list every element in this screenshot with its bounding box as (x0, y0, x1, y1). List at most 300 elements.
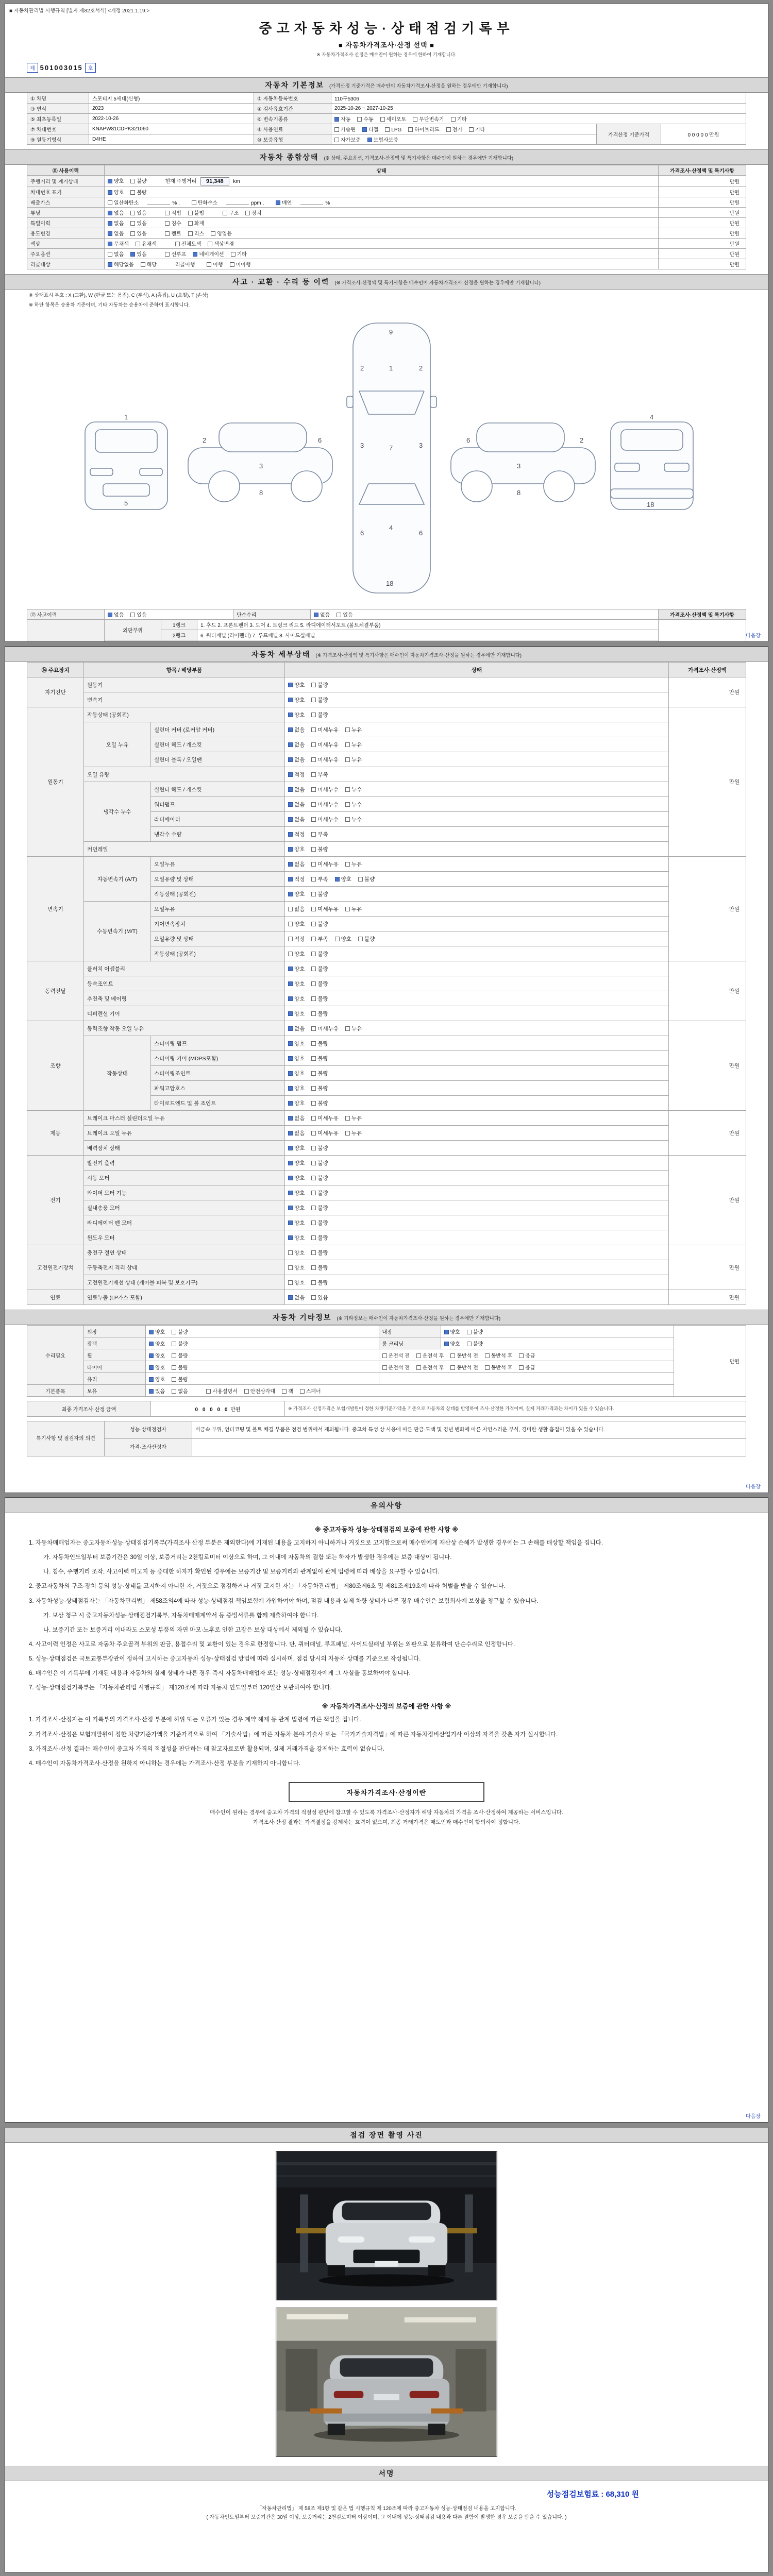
checkbox[interactable] (288, 698, 293, 702)
checkbox-option[interactable] (288, 1174, 305, 1182)
checkbox[interactable] (311, 1161, 316, 1165)
checkbox[interactable] (311, 802, 316, 807)
checkbox[interactable] (288, 1086, 293, 1091)
checkbox[interactable] (288, 1265, 293, 1270)
checkbox-option[interactable] (108, 219, 124, 227)
checkbox-option[interactable] (345, 905, 362, 913)
checkbox-option[interactable] (311, 965, 328, 973)
checkbox-option[interactable] (288, 711, 305, 719)
checkbox[interactable] (311, 1101, 316, 1106)
checkbox-option[interactable] (311, 935, 328, 943)
checkbox[interactable] (380, 117, 385, 122)
checkbox-option[interactable] (288, 980, 305, 988)
checkbox[interactable] (311, 832, 316, 837)
checkbox[interactable] (108, 221, 112, 226)
checkbox[interactable] (345, 742, 350, 747)
checkbox-option[interactable] (311, 950, 328, 958)
checkbox-option[interactable] (231, 250, 247, 258)
checkbox-option[interactable] (345, 801, 362, 808)
checkbox[interactable] (288, 1235, 293, 1240)
checkbox[interactable] (288, 772, 293, 777)
checkbox[interactable] (311, 1086, 316, 1091)
checkbox-option[interactable] (311, 1294, 328, 1301)
checkbox-option[interactable] (311, 995, 328, 1003)
checkbox-option[interactable] (206, 1387, 237, 1395)
checkbox[interactable] (192, 200, 196, 205)
checkbox[interactable] (288, 877, 293, 882)
checkbox-option[interactable] (311, 1114, 339, 1122)
checkbox-option[interactable] (416, 1351, 444, 1359)
checkbox-option[interactable] (288, 935, 305, 943)
checkbox[interactable] (382, 1365, 387, 1370)
checkbox[interactable] (519, 1365, 524, 1370)
checkbox-option[interactable] (208, 240, 234, 247)
checkbox-option[interactable] (416, 1363, 444, 1371)
checkbox-option[interactable] (288, 1099, 305, 1107)
checkbox-option[interactable] (282, 1387, 293, 1395)
checkbox-option[interactable] (311, 756, 339, 764)
checkbox[interactable] (300, 1389, 305, 1394)
checkbox[interactable] (207, 262, 211, 267)
checkbox[interactable] (288, 1041, 293, 1046)
checkbox-option[interactable] (519, 1351, 535, 1359)
checkbox-option[interactable] (357, 115, 373, 123)
checkbox-option[interactable] (311, 1040, 328, 1047)
checkbox[interactable] (130, 190, 135, 195)
checkbox-option[interactable] (223, 209, 239, 216)
checkbox-option[interactable] (172, 1363, 188, 1371)
checkbox-option[interactable] (358, 875, 375, 883)
checkbox-option[interactable] (311, 1025, 339, 1032)
checkbox-option[interactable] (288, 1249, 305, 1257)
checkbox[interactable] (446, 127, 451, 132)
checkbox-option[interactable] (311, 816, 339, 823)
checkbox-option[interactable] (311, 1099, 328, 1107)
checkbox-option[interactable] (288, 860, 305, 868)
checkbox[interactable] (288, 1101, 293, 1106)
checkbox[interactable] (467, 1342, 472, 1346)
checkbox-option[interactable] (337, 611, 352, 618)
checkbox[interactable] (288, 892, 293, 896)
checkbox-option[interactable] (469, 125, 485, 133)
checkbox[interactable] (288, 683, 293, 687)
checkbox-option[interactable] (288, 1114, 305, 1122)
checkbox[interactable] (130, 252, 135, 257)
checkbox[interactable] (413, 117, 417, 122)
checkbox[interactable] (149, 1377, 154, 1382)
checkbox[interactable] (337, 613, 341, 617)
checkbox[interactable] (469, 127, 474, 132)
checkbox[interactable] (311, 1056, 316, 1061)
checkbox[interactable] (288, 817, 293, 822)
checkbox[interactable] (288, 967, 293, 971)
checkbox-option[interactable] (288, 1070, 305, 1077)
checkbox[interactable] (108, 190, 112, 195)
checkbox[interactable] (311, 847, 316, 852)
checkbox[interactable] (165, 252, 170, 257)
checkbox[interactable] (165, 211, 170, 215)
checkbox-option[interactable] (288, 1264, 305, 1272)
checkbox-option[interactable] (467, 1340, 483, 1347)
checkbox[interactable] (345, 1116, 350, 1121)
checkbox[interactable] (231, 252, 236, 257)
checkbox-option[interactable] (288, 801, 305, 808)
checkbox[interactable] (444, 1330, 449, 1334)
checkbox[interactable] (288, 981, 293, 986)
checkbox-option[interactable] (172, 1375, 188, 1383)
checkbox[interactable] (288, 1161, 293, 1165)
checkbox[interactable] (288, 952, 293, 956)
checkbox[interactable] (314, 613, 318, 617)
checkbox[interactable] (188, 221, 193, 226)
checkbox-option[interactable] (311, 920, 328, 928)
checkbox-option[interactable] (288, 741, 305, 749)
checkbox[interactable] (345, 727, 350, 732)
checkbox-option[interactable] (311, 1174, 328, 1182)
checkbox[interactable] (288, 1131, 293, 1136)
checkbox-option[interactable] (288, 816, 305, 823)
checkbox-option[interactable] (345, 726, 362, 734)
checkbox[interactable] (108, 613, 112, 617)
checkbox[interactable] (311, 757, 316, 762)
checkbox[interactable] (311, 787, 316, 792)
checkbox-option[interactable] (130, 219, 146, 227)
checkbox[interactable] (288, 1026, 293, 1031)
checkbox[interactable] (288, 1146, 293, 1150)
checkbox-option[interactable] (172, 1387, 188, 1395)
checkbox[interactable] (345, 817, 350, 822)
checkbox[interactable] (288, 907, 293, 911)
checkbox-option[interactable] (108, 198, 139, 206)
checkbox-option[interactable] (380, 115, 407, 123)
checkbox[interactable] (172, 1389, 176, 1394)
checkbox-option[interactable] (172, 1328, 188, 1335)
checkbox[interactable] (311, 772, 316, 777)
checkbox-option[interactable] (314, 611, 330, 618)
checkbox[interactable] (136, 242, 140, 246)
checkbox[interactable] (311, 683, 316, 687)
checkbox-option[interactable] (311, 801, 339, 808)
checkbox[interactable] (467, 1330, 472, 1334)
checkbox-option[interactable] (408, 125, 439, 133)
checkbox-option[interactable] (193, 250, 224, 258)
checkbox-option[interactable] (245, 209, 261, 216)
checkbox[interactable] (311, 996, 316, 1001)
checkbox[interactable] (311, 1071, 316, 1076)
checkbox[interactable] (358, 877, 363, 882)
checkbox-option[interactable] (451, 115, 467, 123)
checkbox[interactable] (130, 221, 135, 226)
checkbox-option[interactable] (444, 1340, 460, 1347)
checkbox[interactable] (345, 787, 350, 792)
checkbox[interactable] (311, 742, 316, 747)
checkbox[interactable] (311, 892, 316, 896)
checkbox-option[interactable] (311, 1189, 328, 1197)
checkbox[interactable] (211, 231, 215, 236)
checkbox[interactable] (193, 252, 197, 257)
checkbox-option[interactable] (288, 845, 305, 853)
checkbox[interactable] (345, 1026, 350, 1031)
checkbox-option[interactable] (288, 771, 305, 778)
checkbox-option[interactable] (311, 1204, 328, 1212)
checkbox[interactable] (311, 1206, 316, 1210)
checkbox[interactable] (130, 231, 135, 236)
next-page-link[interactable]: 다음장 (746, 1484, 761, 1490)
checkbox[interactable] (358, 937, 363, 941)
checkbox-option[interactable] (141, 260, 157, 268)
checkbox-option[interactable] (485, 1351, 512, 1359)
checkbox-option[interactable] (450, 1363, 478, 1371)
checkbox-option[interactable] (345, 860, 362, 868)
checkbox[interactable] (288, 1176, 293, 1180)
checkbox-option[interactable] (288, 1040, 305, 1047)
checkbox[interactable] (149, 1389, 154, 1394)
checkbox-option[interactable] (311, 1129, 339, 1137)
checkbox-option[interactable] (385, 127, 401, 133)
checkbox-option[interactable] (311, 1084, 328, 1092)
checkbox-option[interactable] (382, 1363, 410, 1371)
checkbox-option[interactable] (288, 831, 305, 838)
checkbox[interactable] (188, 211, 193, 215)
checkbox[interactable] (385, 127, 390, 132)
checkbox[interactable] (416, 1365, 421, 1370)
checkbox[interactable] (288, 787, 293, 792)
checkbox-option[interactable] (149, 1387, 165, 1395)
checkbox[interactable] (108, 179, 112, 183)
checkbox-option[interactable] (192, 198, 218, 206)
checkbox-option[interactable] (165, 219, 181, 227)
checkbox-option[interactable] (413, 115, 444, 123)
checkbox-option[interactable] (288, 681, 305, 689)
checkbox[interactable] (130, 211, 135, 215)
checkbox-option[interactable] (288, 965, 305, 973)
checkbox[interactable] (345, 802, 350, 807)
checkbox-option[interactable] (311, 1010, 328, 1018)
checkbox-option[interactable] (288, 905, 305, 913)
checkbox-option[interactable] (130, 177, 146, 184)
checkbox-option[interactable] (130, 188, 146, 196)
checkbox-option[interactable] (467, 1328, 483, 1335)
checkbox-option[interactable] (288, 1204, 305, 1212)
checkbox[interactable] (282, 1389, 287, 1394)
checkbox-option[interactable] (311, 1234, 328, 1242)
checkbox-option[interactable] (311, 845, 328, 853)
checkbox-option[interactable] (149, 1340, 165, 1347)
checkbox[interactable] (288, 1221, 293, 1225)
checkbox[interactable] (334, 138, 339, 142)
checkbox[interactable] (172, 1342, 176, 1346)
checkbox[interactable] (334, 117, 339, 122)
checkbox-option[interactable] (108, 209, 124, 216)
checkbox-option[interactable] (311, 1279, 328, 1286)
checkbox-option[interactable] (230, 260, 251, 268)
checkbox-option[interactable] (288, 1025, 305, 1032)
checkbox[interactable] (141, 262, 145, 267)
checkbox-option[interactable] (311, 1055, 328, 1062)
checkbox[interactable] (311, 1146, 316, 1150)
checkbox-option[interactable] (311, 711, 328, 719)
checkbox-option[interactable] (165, 250, 186, 258)
checkbox-option[interactable] (311, 696, 328, 704)
checkbox-option[interactable] (108, 177, 124, 184)
checkbox-option[interactable] (165, 209, 181, 216)
checkbox-option[interactable] (519, 1363, 535, 1371)
checkbox-option[interactable] (288, 875, 305, 883)
checkbox[interactable] (335, 877, 340, 882)
checkbox-option[interactable] (108, 611, 124, 618)
checkbox[interactable] (519, 1353, 524, 1358)
checkbox-option[interactable] (334, 115, 350, 123)
checkbox[interactable] (311, 862, 316, 867)
checkbox-option[interactable] (108, 240, 129, 247)
checkbox-option[interactable] (311, 1144, 328, 1152)
checkbox[interactable] (149, 1330, 154, 1334)
checkbox-option[interactable] (149, 1328, 165, 1335)
checkbox[interactable] (288, 996, 293, 1001)
checkbox-option[interactable] (288, 1084, 305, 1092)
checkbox-option[interactable] (485, 1363, 512, 1371)
checkbox[interactable] (311, 967, 316, 971)
checkbox-option[interactable] (130, 229, 146, 237)
checkbox-option[interactable] (311, 905, 339, 913)
checkbox-option[interactable] (335, 875, 351, 883)
checkbox-option[interactable] (450, 1351, 478, 1359)
checkbox[interactable] (311, 1026, 316, 1031)
checkbox[interactable] (276, 200, 280, 205)
checkbox-option[interactable] (345, 1114, 362, 1122)
checkbox-option[interactable] (311, 1249, 328, 1257)
checkbox-option[interactable] (288, 1234, 305, 1242)
checkbox-option[interactable] (288, 950, 305, 958)
checkbox-option[interactable] (211, 229, 232, 237)
checkbox[interactable] (288, 1116, 293, 1121)
checkbox-option[interactable] (288, 1219, 305, 1227)
checkbox[interactable] (175, 242, 180, 246)
checkbox-option[interactable] (130, 209, 146, 216)
checkbox[interactable] (311, 907, 316, 911)
checkbox[interactable] (450, 1365, 455, 1370)
checkbox[interactable] (288, 1056, 293, 1061)
checkbox-option[interactable] (288, 1159, 305, 1167)
checkbox-option[interactable] (446, 125, 462, 133)
checkbox[interactable] (345, 862, 350, 867)
checkbox[interactable] (311, 713, 316, 717)
checkbox[interactable] (311, 727, 316, 732)
checkbox-option[interactable] (288, 1189, 305, 1197)
checkbox[interactable] (288, 742, 293, 747)
checkbox-option[interactable] (175, 240, 201, 247)
checkbox-option[interactable] (362, 125, 378, 133)
checkbox[interactable] (311, 1265, 316, 1270)
checkbox[interactable] (288, 937, 293, 941)
checkbox[interactable] (311, 922, 316, 926)
checkbox-option[interactable] (288, 1129, 305, 1137)
next-page-link[interactable]: 다음장 (746, 2114, 761, 2120)
checkbox[interactable] (311, 1176, 316, 1180)
checkbox[interactable] (208, 242, 212, 246)
checkbox[interactable] (288, 862, 293, 867)
checkbox-option[interactable] (288, 1055, 305, 1062)
checkbox-option[interactable] (311, 831, 328, 838)
checkbox[interactable] (288, 727, 293, 732)
checkbox-option[interactable] (311, 980, 328, 988)
checkbox[interactable] (188, 231, 193, 236)
checkbox[interactable] (149, 1342, 154, 1346)
checkbox[interactable] (223, 211, 227, 215)
checkbox-option[interactable] (311, 1264, 328, 1272)
checkbox[interactable] (288, 922, 293, 926)
next-page-link[interactable]: 다음장 (746, 633, 761, 639)
checkbox[interactable] (288, 847, 293, 852)
checkbox[interactable] (357, 117, 362, 122)
checkbox[interactable] (108, 211, 112, 215)
checkbox[interactable] (311, 1131, 316, 1136)
checkbox[interactable] (130, 613, 135, 617)
checkbox-option[interactable] (288, 786, 305, 793)
checkbox[interactable] (485, 1365, 490, 1370)
checkbox-option[interactable] (288, 920, 305, 928)
checkbox-option[interactable] (108, 188, 124, 196)
checkbox-option[interactable] (335, 935, 351, 943)
checkbox-option[interactable] (358, 935, 375, 943)
checkbox-option[interactable] (311, 786, 339, 793)
checkbox[interactable] (288, 757, 293, 762)
checkbox[interactable] (408, 127, 413, 132)
checkbox-option[interactable] (311, 741, 339, 749)
checkbox-option[interactable] (276, 198, 292, 206)
checkbox[interactable] (311, 1280, 316, 1285)
checkbox[interactable] (172, 1330, 176, 1334)
checkbox-option[interactable] (345, 1025, 362, 1032)
checkbox-option[interactable] (288, 1010, 305, 1018)
checkbox-option[interactable] (288, 1279, 305, 1286)
checkbox-option[interactable] (172, 1340, 188, 1347)
checkbox[interactable] (311, 1235, 316, 1240)
checkbox-option[interactable] (334, 135, 361, 143)
checkbox-option[interactable] (288, 696, 305, 704)
checkbox[interactable] (345, 1131, 350, 1136)
checkbox-option[interactable] (345, 786, 362, 793)
checkbox-option[interactable] (108, 229, 124, 237)
checkbox-option[interactable] (288, 995, 305, 1003)
checkbox[interactable] (288, 802, 293, 807)
checkbox[interactable] (206, 1389, 211, 1394)
checkbox[interactable] (108, 231, 112, 236)
checkbox-option[interactable] (311, 860, 339, 868)
checkbox-option[interactable] (345, 741, 362, 749)
checkbox[interactable] (311, 698, 316, 702)
checkbox[interactable] (172, 1353, 176, 1358)
checkbox[interactable] (311, 817, 316, 822)
checkbox-option[interactable] (130, 611, 146, 618)
checkbox-option[interactable] (288, 1144, 305, 1152)
checkbox[interactable] (288, 1280, 293, 1285)
checkbox-option[interactable] (172, 1351, 188, 1359)
checkbox-option[interactable] (311, 771, 328, 778)
checkbox[interactable] (230, 262, 234, 267)
checkbox-option[interactable] (244, 1387, 275, 1395)
checkbox[interactable] (335, 937, 340, 941)
checkbox[interactable] (451, 117, 456, 122)
checkbox[interactable] (311, 1221, 316, 1225)
checkbox[interactable] (172, 1377, 176, 1382)
checkbox[interactable] (311, 937, 316, 941)
checkbox[interactable] (311, 1041, 316, 1046)
checkbox-option[interactable] (207, 260, 223, 268)
checkbox-option[interactable] (345, 816, 362, 823)
checkbox-option[interactable] (149, 1375, 165, 1383)
checkbox[interactable] (244, 1389, 249, 1394)
